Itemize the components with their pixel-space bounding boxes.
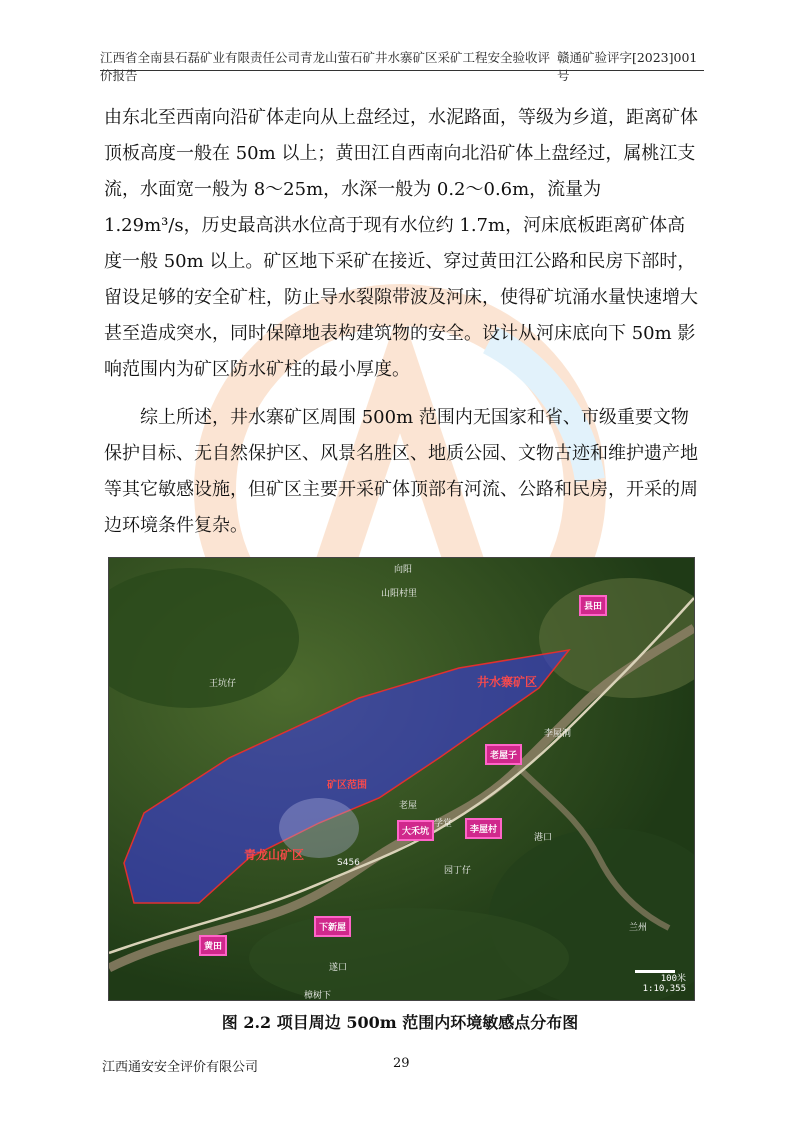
sensitive-point-marker: 老屋子 [485, 744, 522, 765]
place-label: 兰州 [629, 923, 648, 933]
road-label: S456 [337, 858, 360, 868]
place-label: 山阳村里 [381, 589, 418, 599]
sensitive-point-marker: 县田 [579, 595, 607, 616]
sensitive-point-marker: 李屋村 [465, 818, 502, 839]
place-label: 学堂 [434, 819, 453, 829]
sensitive-point-marker: 大禾坑 [397, 820, 434, 841]
body-paragraph-1: 由东北至西南向沿矿体走向从上盘经过，水泥路面，等级为乡道，距离矿体顶板高度一般在 50m 以上；黄田江自西南向北沿矿体上盘经过，属桃江支流，水面宽一般为 8～25m，水深一般为 0.2～0.6m，流量为 1.29m³/s，历史最高洪水位高于现有水位约 1.7m，河床底板距离矿体高度一般 50m 以上。矿区地下采矿在接近、穿过黄田江公路和民房下部时，留设足够的安全矿柱，防止导水裂隙带波及河床，使得矿坑涌水量快速增大甚至造成突水，同时保障地表构建筑物的安全。设计从河床底向下 50m 影响范围内为矿区防水矿柱的最小厚度。 [104, 107, 698, 380]
place-label: 港口 [534, 833, 553, 843]
header-report-title: 江西省全南县石磊矿业有限责任公司青龙山萤石矿井水寨矿区采矿工程安全验收评价报告 [100, 50, 551, 83]
scale-ratio: 1:10,355 [642, 984, 686, 994]
zone-label-qinglongshan: 青龙山矿区 [244, 848, 305, 862]
footer-company: 江西通安安全评价有限公司 [102, 1060, 259, 1075]
page-header [100, 48, 704, 84]
scale-distance: 100米 [660, 974, 686, 984]
figure-caption: 图 2.2 项目周边 500m 范围内环境敏感点分布图 [221, 1013, 579, 1032]
satellite-map [109, 558, 694, 1000]
page-number: 29 [393, 1056, 410, 1071]
place-label: 老屋 [399, 801, 418, 811]
place-label: 遂口 [329, 963, 348, 973]
zone-label-jingshuizhai: 井水寨矿区 [477, 675, 538, 689]
place-label: 园丁仔 [444, 866, 472, 876]
place-label: 王坑仔 [209, 679, 237, 689]
header-divider [100, 70, 704, 71]
body-paragraph-2: 综上所述，井水寨矿区周围 500m 范围内无国家和省、市级重要文物保护目标、无自然保护区、风景名胜区、地质公园、文物古迹和维护遗产地等其它敏感设施，但矿区主要开采矿体顶部有河流、公路和民房，开采的周边环境条件复杂。 [104, 407, 698, 536]
satellite-map-figure [108, 557, 695, 1001]
sensitive-point-marker: 黄田 [199, 935, 227, 956]
place-label: 樟树下 [304, 991, 332, 1001]
header-report-number: 赣通矿验评字[2023]001 号 [556, 50, 698, 83]
sensitive-point-marker: 下新屋 [314, 916, 351, 937]
zone-label-range: 矿区范围 [327, 780, 367, 791]
place-label: 向阳 [394, 565, 413, 575]
place-label: 李屋洞 [544, 729, 572, 739]
map-scale [643, 971, 686, 994]
